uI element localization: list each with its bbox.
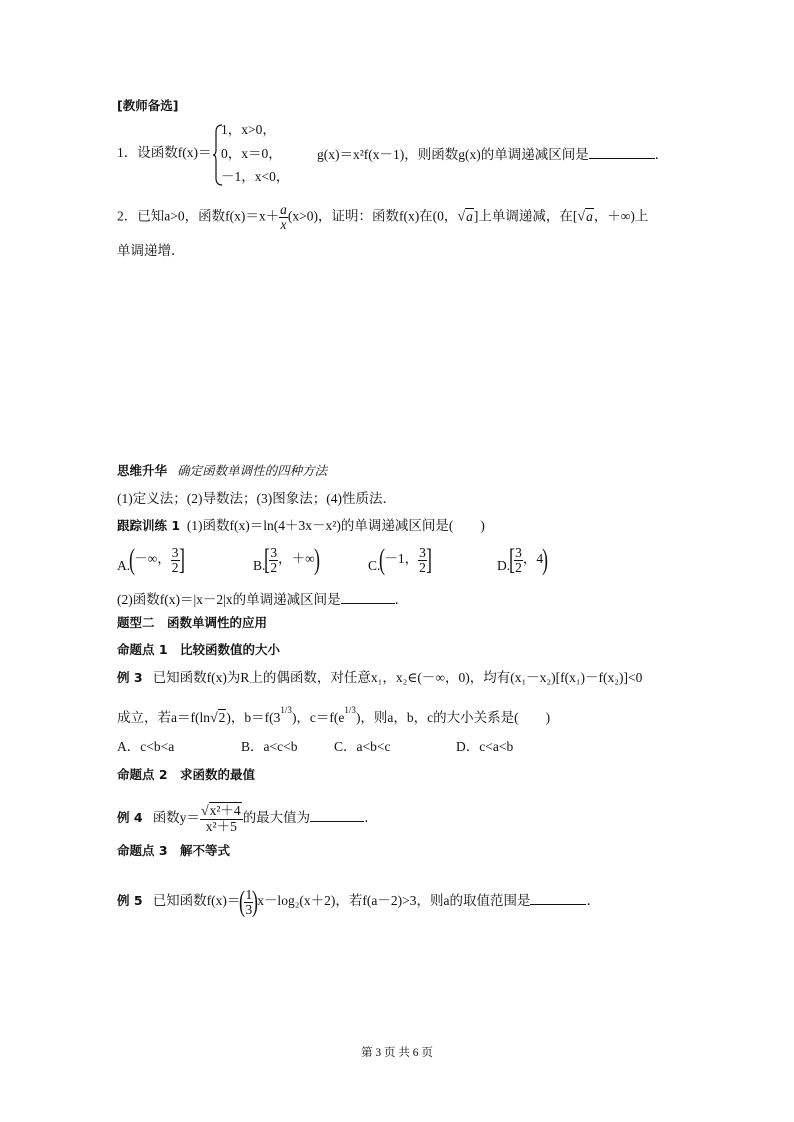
right-bracket-icon: ] <box>178 543 185 576</box>
answer-blank[interactable] <box>530 890 586 905</box>
option-b[interactable]: B.[ $\frac{3}{2}$ ，＋∞) <box>253 543 320 576</box>
page-footer: 第 3 页 共 6 页 <box>361 1047 433 1059</box>
example-5: 例 5 已知函数f(x)＝( $\frac{1}{3}$ )x－log₂(x＋2)，若f(a－2)>3，则a的取值范围是 ． <box>117 885 600 918</box>
example-3-line-2: 成立，若a＝f(ln√2)，$b=f(3^{1/3})$，$c=f(e^{1/3})$，则a，b，c的大小关系是( ) <box>117 705 551 726</box>
example-3-option-b[interactable]: B．a<c<b <box>241 739 298 754</box>
proposition-2: 命题点 2 求函数的最值 <box>117 767 256 782</box>
methods-list: (1)定义法；(2)导数法；(3)图象法；(4)性质法． <box>117 491 396 506</box>
case-1: 1，x>0， <box>221 122 276 137</box>
option-d[interactable]: D.[ $\frac{3}{2}$ ，4) <box>497 543 549 576</box>
sqrt-icon: √ <box>209 711 218 726</box>
option-c[interactable]: C.(－1， $\frac{3}{2}$ ] <box>368 543 432 576</box>
section-title-2: 题型二 函数单调性的应用 <box>117 615 268 630</box>
fraction-y: $\frac{\text{√x²＋4}}{\text{x²＋5}}$ <box>200 803 241 834</box>
right-paren-icon: ) <box>252 885 259 918</box>
right-paren-icon: ) <box>542 543 549 576</box>
answer-blank[interactable] <box>310 807 364 822</box>
example-3-option-a[interactable]: A．c<b<a <box>117 739 175 754</box>
problem-2-line-2: 单调递增． <box>117 243 185 258</box>
proposition-3: 命题点 3 解不等式 <box>117 843 231 858</box>
sqrt-icon: √ <box>577 209 586 225</box>
answer-blank[interactable] <box>341 589 395 604</box>
option-a[interactable]: A.(－∞， $\frac{3}{2}$ ] <box>117 543 185 576</box>
left-paren-icon: ( <box>129 543 136 576</box>
sqrt-icon: √ <box>200 804 209 819</box>
example-3-line-1: 例 3 已知函数f(x)为R上的偶函数，对任意x₁，x₂∈(－∞，0)，均有(x₁－x₂)[f(x₁)－f(x₂)]<0 <box>117 670 643 685</box>
example-4: 例 4 函数y＝ $\frac{\text{√x²＋4}}{\text{x²＋5}}$ 的最大值为 ． <box>117 803 378 834</box>
left-paren-icon: ( <box>379 543 386 576</box>
fraction-a-over-x: $\frac{a}{x}$ <box>280 202 287 232</box>
tracking-training: 跟踪训练 1 (1)函数f(x)＝ln(4＋3x－x²)的单调递减区间是( ) <box>117 518 485 533</box>
right-paren-icon: ) <box>313 543 320 576</box>
left-bracket-icon: [ <box>509 543 516 576</box>
example-3-option-d[interactable]: D．c<a<b <box>456 739 514 754</box>
answer-blank[interactable] <box>589 144 655 159</box>
left-bracket-icon: [ <box>264 543 271 576</box>
example-3-option-c[interactable]: C．a<b<c <box>334 739 391 754</box>
right-bracket-icon: ] <box>425 543 432 576</box>
left-paren-icon: ( <box>239 885 246 918</box>
case-3: －1，x<0， <box>221 169 290 184</box>
problem-2-line-1: 2．已知a>0，函数f(x)＝x＋ $\frac{a}{x}$ (x>0)，证明：函数f(x)在(0，√a]上单调递减，在[√a，＋∞)上 <box>117 202 649 232</box>
sqrt-icon: √ <box>457 209 466 225</box>
tracking-q2: (2)函数f(x)＝|x－2|x的单调递减区间是 ． <box>117 589 408 609</box>
proposition-1: 命题点 1 比较函数值的大小 <box>117 642 281 657</box>
problem-1-lead: 1．设函数f(x)＝ <box>117 145 212 160</box>
problem-1-tail: g(x)＝x²f(x－1)，则函数g(x)的单调递减区间是 ． <box>317 144 668 164</box>
teacher-header: [教师备选] <box>117 98 179 113</box>
thinking-summary: 思维升华 确定函数单调性的四种方法 <box>117 463 328 478</box>
case-2: 0，x＝0， <box>221 146 282 161</box>
